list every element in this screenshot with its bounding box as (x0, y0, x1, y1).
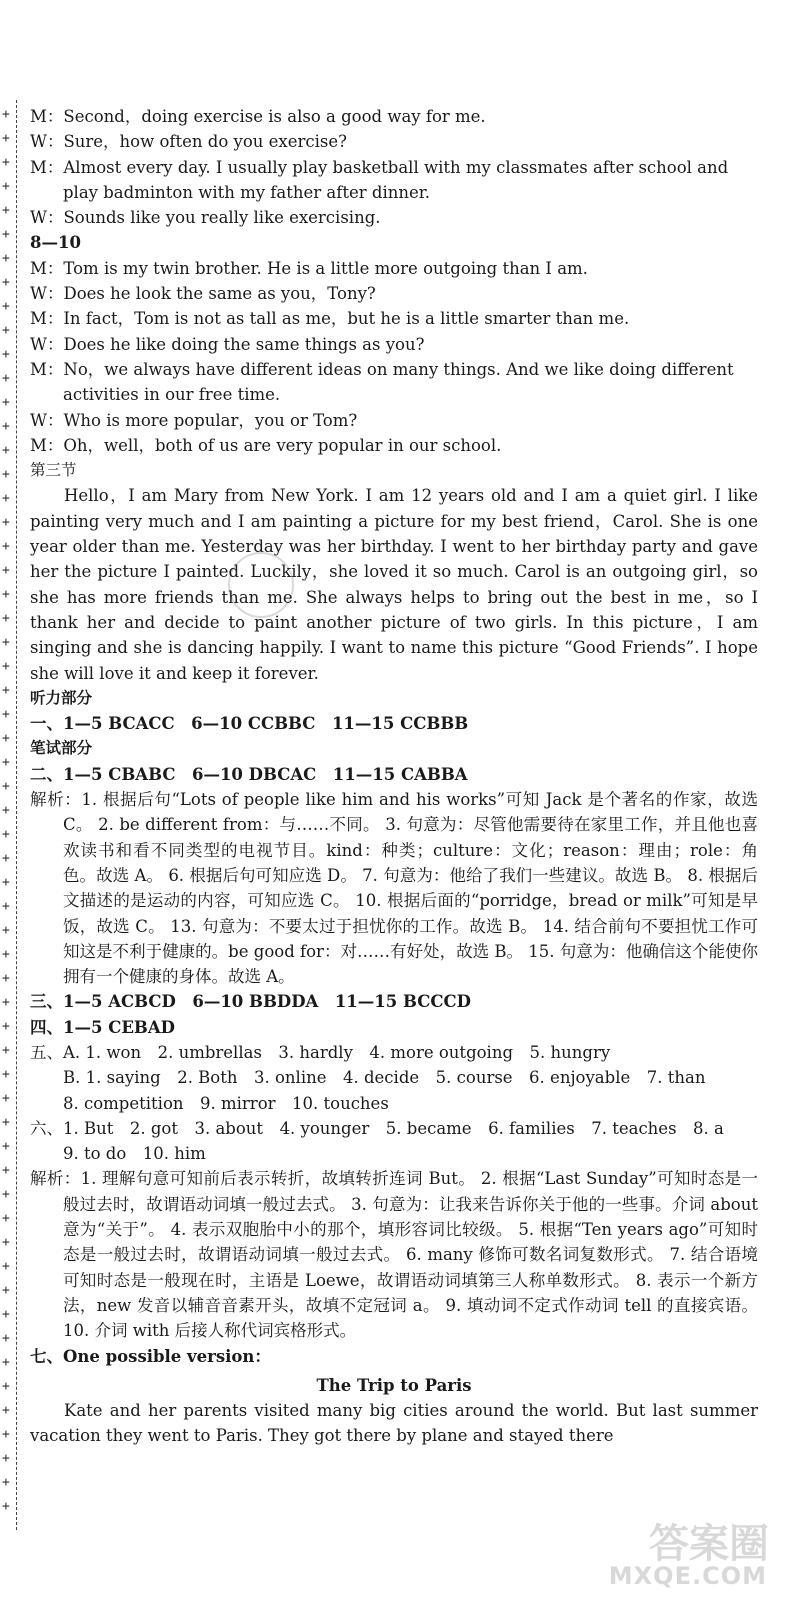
margin-plus-mark: + (2, 827, 10, 842)
part5a-answers: 五、A. 1. won 2. umbrellas 3. hardly 4. more outgoing 5. hungry (30, 1042, 611, 1062)
margin-plus-mark: + (2, 1259, 10, 1274)
margin-plus-mark: + (2, 1091, 10, 1106)
margin-plus-mark: + (2, 107, 10, 122)
margin-plus-mark: + (2, 587, 10, 602)
essay-text: Kate and her parents visited many big cities around the world. But last summer vacation they went to Paris. They got there by plane and stayed there (30, 1401, 758, 1446)
margin-plus-mark: + (2, 1475, 10, 1490)
margin-plus-mark: + (2, 1235, 10, 1250)
dialogue-line: W：Sounds like you really like exercising. (30, 208, 381, 228)
margin-plus-mark: + (2, 395, 10, 410)
margin-plus-mark: + (2, 731, 10, 746)
part6-explanation: 解析：1. 理解句意可知前后表示转折，故填转折连词 But。 2. 根据“Last Sunday”可知时态是一般过去时，故谓语动词填一般过去式。 3. 句意为：让我来告诉你关于他的一些事。介词 about 意为“关于”。 4. 表示双胞胎中小的那个，填形容词比较级。 5. 根据“Ten years ago”可知时态是一般过去时，故谓语动词填一般过去式。 6. many 修饰可数名词复数形式。 7. 结合语境可知时态是一般现在时，主语是 Loewe，故谓语动词填第三人称单数形式。 8. 表示一个新方法，new 发音以辅音音素开头，故填不定冠词 a。 9. 填动词不定式作动词 tell 的直接宾语。 10. 介词 with 后接人称代词宾格形式。 (30, 1169, 758, 1341)
margin-plus-mark: + (2, 923, 10, 938)
dialogue-line: M：Almost every day. I usually play basketball with my classmates after school and (30, 157, 729, 177)
margin-plus-mark: + (2, 299, 10, 314)
part4-answers: 四、1—5 CEBAD (30, 1017, 175, 1037)
part2-answers: 二、1—5 CBABC 6—10 DBCAC 11—15 CABBA (30, 764, 468, 784)
dialogue-line: W：Does he like doing the same things as you? (30, 334, 425, 354)
margin-plus-mark: + (2, 1019, 10, 1034)
dialogue-line: M：Second，doing exercise is also a good way for me. (30, 107, 486, 126)
margin-plus-mark: + (2, 1043, 10, 1058)
dialogue-line: M：In fact，Tom is not as tall as me，but he is a little smarter than me. (30, 309, 630, 329)
margin-plus-mark: + (2, 539, 10, 554)
dialogue-line: W：Does he look the same as you，Tony? (30, 284, 376, 304)
margin-plus-mark: + (2, 707, 10, 722)
margin-plus-mark: + (2, 1115, 10, 1130)
dialogue-line: W：Who is more popular，you or Tom? (30, 410, 358, 430)
margin-plus-mark: + (2, 179, 10, 194)
margin-plus-mark: + (2, 419, 10, 434)
margin-plus-mark: + (2, 251, 10, 266)
margin-plus-mark: + (2, 995, 10, 1010)
margin-plus-mark: + (2, 227, 10, 242)
margin-plus-mark: + (2, 1451, 10, 1466)
watermark-logo-text: 答案圈 (649, 1521, 769, 1567)
part7-heading: 七、One possible version： (30, 1346, 271, 1366)
margin-plus-mark: + (2, 1307, 10, 1322)
margin-plus-mark: + (2, 851, 10, 866)
margin-plus-mark: + (2, 1331, 10, 1346)
dialogue-line: W：Sure，how often do you exercise? (30, 132, 347, 152)
margin-plus-mark: + (2, 323, 10, 338)
margin-plus-mark: + (2, 1067, 10, 1082)
margin-plus-mark: + (2, 803, 10, 818)
part5b-answers-cont: 8. competition 9. mirror 10. touches (63, 1093, 389, 1113)
listening-answers: 一、1—5 BCACC 6—10 CCBBC 11—15 CCBBB (30, 714, 469, 734)
margin-plus-mark: + (2, 1355, 10, 1370)
margin-plus-mark: + (2, 491, 10, 506)
margin-plus-mark: + (2, 1403, 10, 1418)
margin-plus-mark: + (2, 971, 10, 986)
margin-plus-mark: + (2, 779, 10, 794)
margin-plus-mark: + (2, 467, 10, 482)
margin-plus-mark: + (2, 347, 10, 362)
margin-plus-mark: + (2, 1379, 10, 1394)
margin-plus-mark: + (2, 131, 10, 146)
margin-plus-mark: + (2, 659, 10, 674)
written-heading: 笔试部分 (30, 739, 93, 758)
dialogue-line: M：Oh，well，both of us are very popular in our school. (30, 435, 502, 455)
part2-explanation: 解析：1. 根据后句“Lots of people like him and his works”可知 Jack 是个著名的作家，故选 C。 2. be different from：与……不同。 3. 句意为：尽管他需要待在家里工作，并且他也喜欢读书和看不同类型的电视节目。kind：种类；culture：文化；reason：理由；role：角色。故选 A。 6. 根据后句可知应选 D。 7. 句意为：他给了我们一些建议。故选 B。 8. 根据后文描述的是运动的内容，可知应选 C。 10. 根据后面的“porridge，bread or milk”可知是早饭，故选 C。 13. 句意为：不要太过于担忧你的工作。故选 B。 14. 结合前句不要担忧工作可知这是不利于健康的。be good for：对……有好处，故选 B。 15. 句意为：他确信这个能使你拥有一个健康的身体。故选 A。 (30, 790, 758, 987)
margin-plus-mark: + (2, 947, 10, 962)
margin-plus-mark: + (2, 563, 10, 578)
answer-key-page (30, 104, 758, 1449)
margin-plus-mark: + (2, 1283, 10, 1298)
dialogue-line: activities in our free time. (63, 385, 281, 405)
margin-plus-mark: + (2, 371, 10, 386)
section-heading-8-10: 8—10 (30, 233, 81, 253)
watermark-url: MXQE.COM (608, 1562, 767, 1590)
essay-title: The Trip to Paris (316, 1375, 472, 1395)
part6-answers-cont: 9. to do 10. him (63, 1144, 206, 1164)
part5b-answers: B. 1. saying 2. Both 3. online 4. decide 5. course 6. enjoyable 7. than (63, 1068, 706, 1088)
margin-plus-mark: + (2, 1211, 10, 1226)
margin-plus-mark: + (2, 443, 10, 458)
margin-plus-mark: + (2, 1427, 10, 1442)
part3-answers: 三、1—5 ACBCD 6—10 BBDDA 11—15 BCCCD (30, 992, 471, 1012)
margin-plus-mark: + (2, 203, 10, 218)
margin-plus-mark: + (2, 611, 10, 626)
margin-plus-mark: + (2, 899, 10, 914)
margin-plus-mark: + (2, 755, 10, 770)
margin-plus-mark: + (2, 275, 10, 290)
dialogue-line: M：Tom is my twin brother. He is a little more outgoing than I am. (30, 258, 588, 278)
margin-plus-mark: + (2, 1163, 10, 1178)
margin-plus-mark: + (2, 683, 10, 698)
listening-passage: Hello，I am Mary from New York. I am 12 years old and I am a quiet girl. I like painting very much and I am painting a picture for my best friend，Carol. She is one year older than me. Yesterday was her birthday. I went to her birthday party and gave her the picture I painted. Luckily，she loved it so much. Carol is an outgoing girl，so she has more friends than me. She always helps to bring out the best in me，so I thank her and decide to paint another picture of two girls. In this picture，I am singing and she is dancing happily. I want to name this picture “Good Friends”. I hope she will love it and keep it forever. (30, 486, 758, 683)
margin-plus-mark: + (2, 1139, 10, 1154)
margin-plus-mark: + (2, 155, 10, 170)
part6-answers: 六、1. But 2. got 3. about 4. younger 5. became 6. families 7. teaches 8. a (30, 1118, 724, 1138)
section-heading-3: 第三节 (30, 461, 77, 480)
dialogue-line: play badminton with my father after dinner. (63, 182, 431, 202)
margin-plus-mark: + (2, 875, 10, 890)
dialogue-line: M：No，we always have different ideas on many things. And we like doing different (30, 359, 734, 379)
margin-plus-mark: + (2, 635, 10, 650)
site-watermark (585, 1510, 775, 1590)
listening-heading: 听力部分 (30, 688, 93, 707)
margin-plus-mark: + (2, 1187, 10, 1202)
margin-plus-mark: + (2, 515, 10, 530)
margin-plus-mark: + (2, 1499, 10, 1514)
